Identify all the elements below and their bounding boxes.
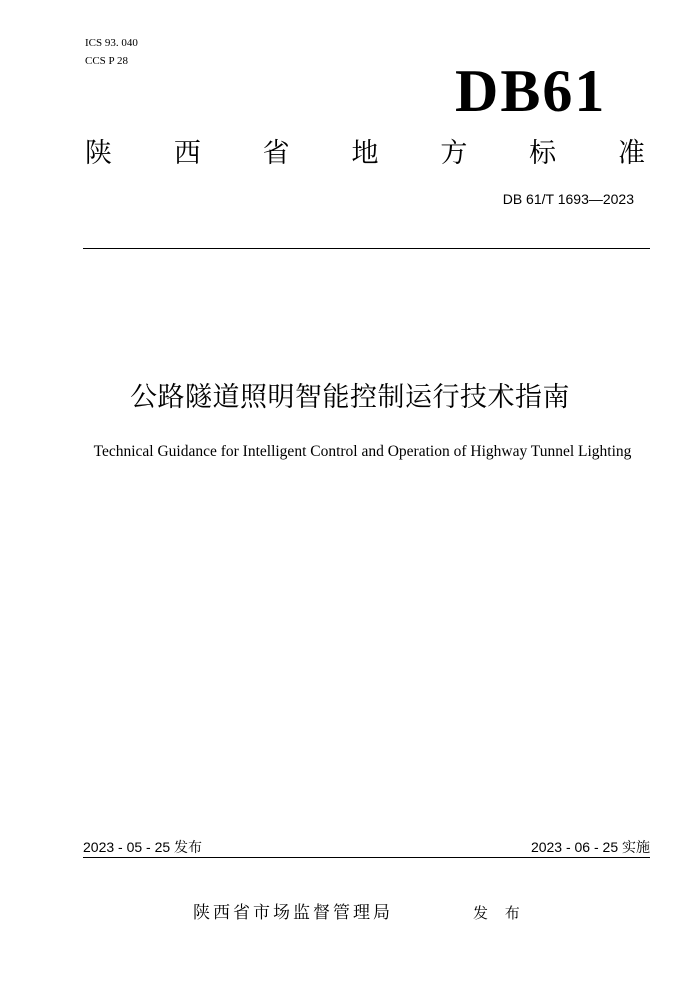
title-chinese: 公路隧道照明智能控制运行技术指南 [130,382,570,413]
publisher-name: 陕西省市场监督管理局 [193,903,393,923]
footer-divider [83,857,650,858]
standard-type-heading [85,136,645,172]
ccs-code: CCS P 28 [85,55,129,67]
publish-label: 发 布 [473,904,526,922]
header-divider [83,248,650,249]
standard-type-char: 陕 [85,138,112,169]
standard-type-char: 标 [529,138,557,169]
standard-type-char: 地 [351,138,379,169]
standard-type-char: 西 [173,138,201,169]
standard-number: DB 61/T 1693—2023 [502,191,634,207]
db61-logo: DB61 [455,58,607,124]
standard-type-char: 方 [440,138,468,169]
standard-type-char: 准 [617,138,645,169]
implementation-date: 2023 - 06 - 25 实施 [530,839,650,855]
title-english: Technical Guidance for Intelligent Control and Operation of Highway Tunnel Lighting [93,443,632,460]
issue-date: 2023 - 05 - 25 发布 [83,839,203,855]
ics-code: ICS 93. 040 [85,37,138,49]
standard-type-char: 省 [262,138,290,169]
